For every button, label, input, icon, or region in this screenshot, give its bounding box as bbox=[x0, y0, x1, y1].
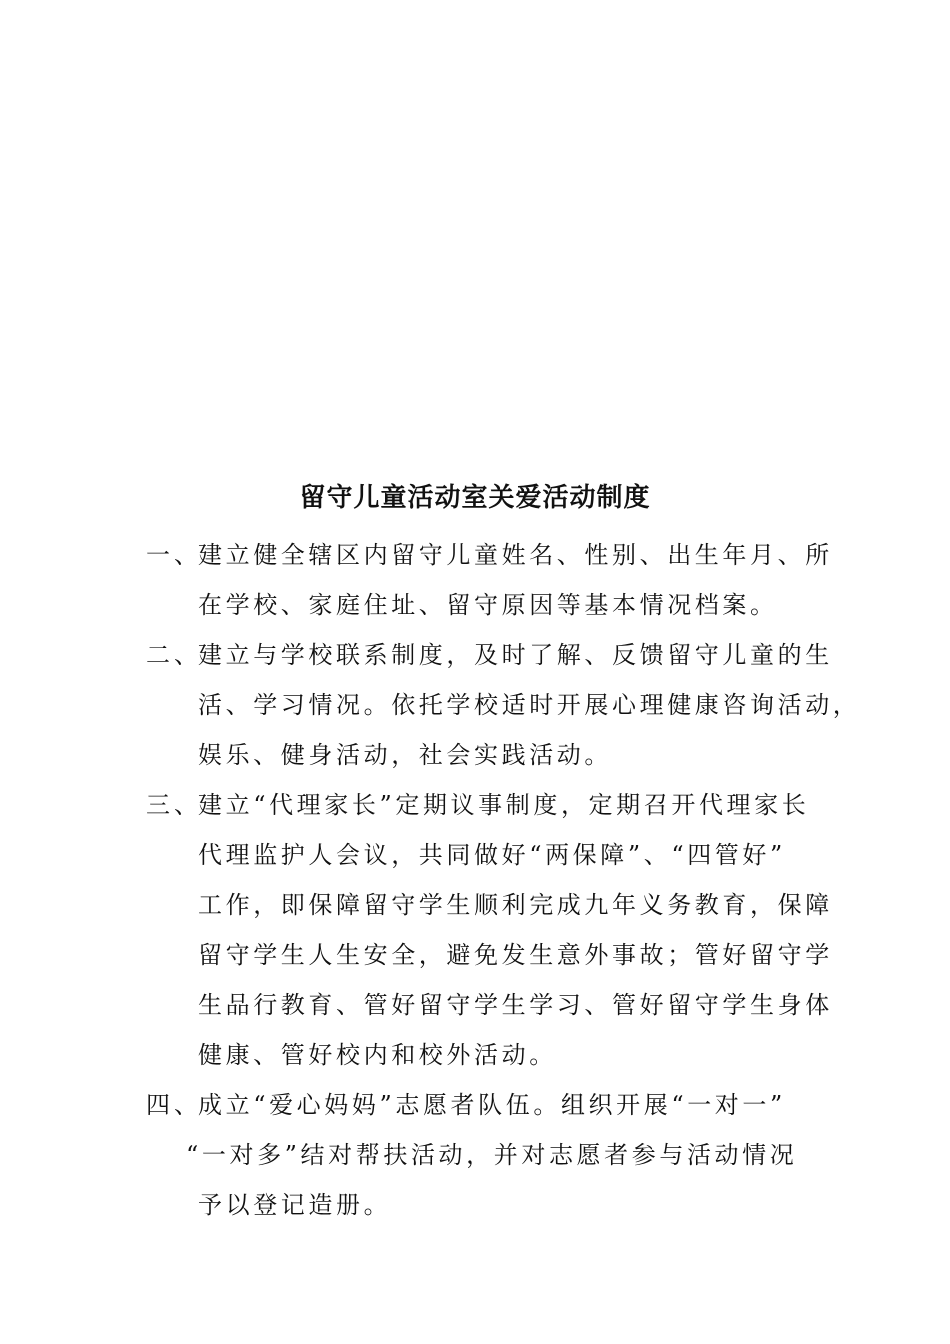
clause-line: 生品行教育、管好留守学生学习、管好留守学生身体 bbox=[198, 991, 833, 1019]
clause-4 bbox=[146, 1080, 826, 1230]
clause-line: 建立健全辖区内留守儿童姓名、性别、出生年月、所 bbox=[198, 541, 833, 569]
clause-line: 建立“代理家长”定期议事制度，定期召开代理家长 bbox=[198, 791, 810, 819]
clause-line: 代理监护人会议，共同做好“两保障”、“四管好” bbox=[198, 841, 786, 869]
clause-2 bbox=[146, 630, 861, 780]
clause-list bbox=[146, 530, 861, 1230]
clause-line: 工作，即保障留守学生顺利完成九年义务教育，保障 bbox=[198, 891, 833, 919]
clause-line: 健康、管好校内和校外活动。 bbox=[198, 1041, 557, 1069]
clause-number: 三、 bbox=[146, 791, 202, 819]
clause-number: 四、 bbox=[146, 1091, 202, 1119]
document-title: 留守儿童活动室关爱活动制度 bbox=[299, 483, 651, 513]
clause-3 bbox=[146, 780, 833, 1080]
clause-line: 在学校、家庭住址、留守原因等基本情况档案。 bbox=[198, 591, 778, 619]
clause-line: 娱乐、健身活动，社会实践活动。 bbox=[198, 741, 612, 769]
clause-line: “一对多”结对帮扶活动，并对志愿者参与活动情况 bbox=[186, 1141, 798, 1169]
clause-line: 建立与学校联系制度，及时了解、反馈留守儿童的生 bbox=[198, 641, 833, 669]
clause-line: 活、学习情况。依托学校适时开展心理健康咨询活动， bbox=[198, 691, 861, 719]
clause-1 bbox=[146, 530, 833, 630]
clause-line: 予以登记造册。 bbox=[198, 1191, 392, 1219]
clause-number: 二、 bbox=[146, 641, 202, 669]
clause-number: 一、 bbox=[146, 541, 202, 569]
clause-line: 留守学生人生安全，避免发生意外事故；管好留守学 bbox=[198, 941, 833, 969]
clause-line: 成立“爱心妈妈”志愿者队伍。组织开展“一对一” bbox=[198, 1091, 786, 1119]
